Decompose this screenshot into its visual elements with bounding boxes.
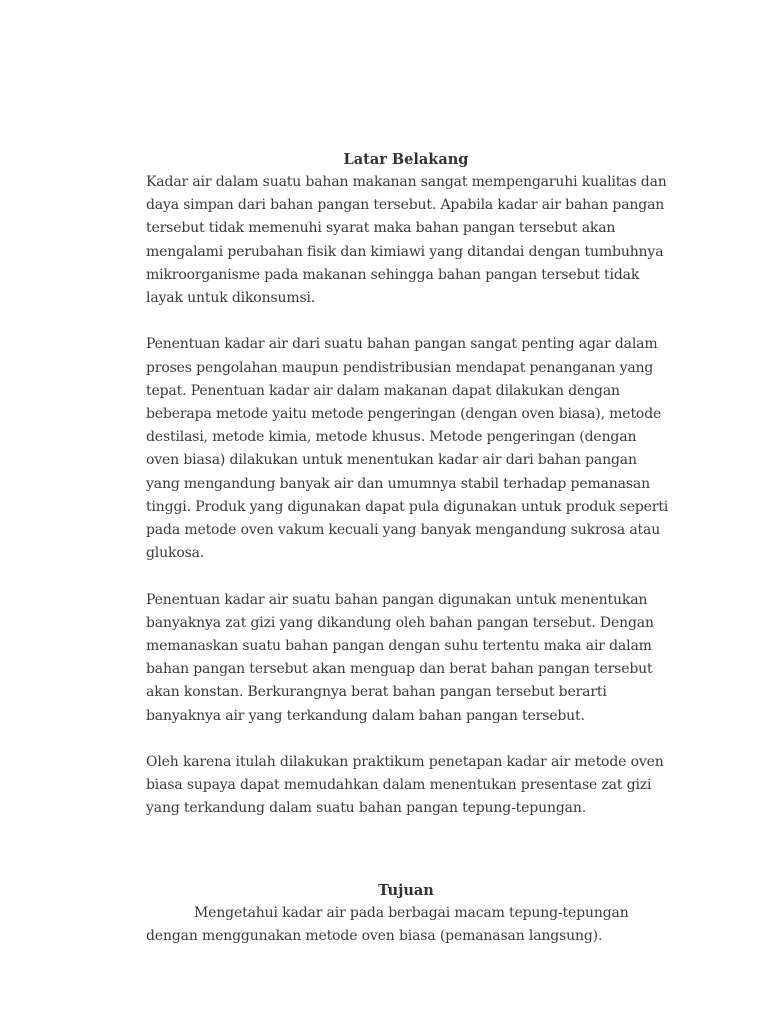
paragraph-line: Kadar air dalam suatu bahan makanan sangat mempengaruhi kualitas dan	[146, 174, 667, 190]
paragraph-spacer	[146, 565, 666, 588]
paragraph-1	[146, 171, 666, 310]
paragraph-line: biasa supaya dapat memudahkan dalam menentukan presentase zat gizi	[146, 777, 652, 794]
paragraph-3	[146, 589, 666, 728]
paragraph-line: memanaskan suatu bahan pangan dengan suhu tertentu maka air dalam	[146, 638, 652, 655]
paragraph-line: yang terkandung dalam suatu bahan pangan tepung-tepungan.	[146, 800, 587, 817]
paragraph-line: mengalami perubahan fisik dan kimiawi yang ditandai dengan tumbuhnya	[146, 243, 664, 260]
paragraph-spacer	[146, 310, 666, 333]
objective-paragraph	[146, 902, 666, 948]
paragraph-line: Oleh karena itulah dilakukan praktikum penetapan kadar air metode oven	[146, 754, 664, 771]
paragraph-line: tepat. Penentuan kadar air dalam makanan dapat dilakukan dengan	[146, 382, 620, 399]
paragraph-line: dengan menggunakan metode oven biasa (pemanasan langsung).	[146, 927, 603, 944]
paragraph-line: proses pengolahan maupun pendistribusian mendapat penanganan yang	[146, 359, 654, 376]
paragraph-line: tersebut tidak memenuhi syarat maka bahan pangan tersebut akan	[146, 220, 616, 237]
paragraph-line: Penentuan kadar air dari suatu bahan pangan sangat penting agar dalam	[146, 336, 658, 353]
section-spacer	[146, 821, 666, 879]
paragraph-line: banyaknya air yang terkandung dalam bahan pangan tersebut.	[146, 707, 585, 724]
section-title-tujuan: Tujuan	[378, 881, 434, 899]
paragraph-line: akan konstan. Berkurangnya berat bahan pangan tersebut berarti	[146, 684, 607, 701]
paragraph-line: yang mengandung banyak air dan umumnya stabil terhadap pemanasan	[146, 475, 650, 492]
paragraph-line: glukosa.	[146, 545, 205, 562]
paragraph-line: Mengetahui kadar air pada berbagai macam tepung-tepungan	[194, 904, 629, 921]
section-title-latar-belakang: Latar Belakang	[343, 151, 469, 168]
paragraph-line: oven biasa) dilakukan untuk menentukan kadar air dari bahan pangan	[146, 452, 637, 469]
paragraph-line: banyaknya zat gizi yang dikandung oleh bahan pangan tersebut. Dengan	[146, 614, 654, 631]
paragraph-spacer	[146, 728, 666, 751]
paragraph-line: mikroorganisme pada makanan sehingga bahan pangan tersebut tidak	[146, 266, 640, 283]
document-page	[146, 148, 669, 948]
paragraph-line: pada metode oven vakum kecuali yang banyak mengandung sukrosa atau	[146, 522, 661, 539]
paragraph-line: Penentuan kadar air suatu bahan pangan digunakan untuk menentukan	[146, 591, 648, 608]
paragraph-line: bahan pangan tersebut akan menguap dan berat bahan pangan tersebut	[146, 661, 653, 678]
paragraph-line: destilasi, metode kimia, metode khusus. Metode pengeringan (dengan	[146, 429, 637, 446]
paragraph-line: layak untuk dikonsumsi.	[146, 290, 316, 307]
paragraph-line: daya simpan dari bahan pangan tersebut. Apabila kadar air bahan pangan	[146, 197, 665, 214]
paragraph-2	[146, 333, 669, 565]
paragraph-line: tinggi. Produk yang digunakan dapat pula digunakan untuk produk seperti	[146, 498, 669, 515]
paragraph-line: beberapa metode yaitu metode pengeringan (dengan oven biasa), metode	[146, 406, 662, 423]
paragraph-4	[146, 751, 666, 821]
